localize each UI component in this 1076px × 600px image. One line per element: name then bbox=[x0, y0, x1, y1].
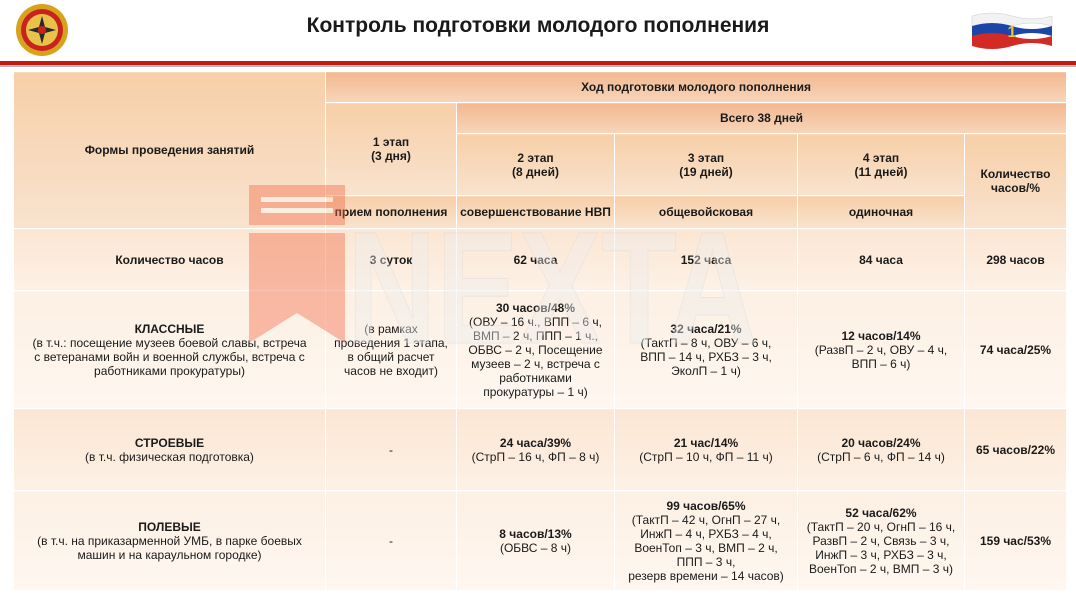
table-row bbox=[14, 291, 1067, 409]
cell-value: 21 час/14% (СтрП – 10 ч, ФП – 11 ч) bbox=[615, 409, 798, 491]
stage-1-type: прием пополнения bbox=[326, 196, 457, 229]
cell-value: (в рамках проведения 1 этапа, в общий расчет часов не входит) bbox=[326, 291, 457, 409]
cell-value: - bbox=[326, 491, 457, 591]
stage-4-type: одиночная bbox=[798, 196, 965, 229]
total-days-header: Всего 38 дней bbox=[457, 103, 1067, 134]
row-total: 74 часа/25% bbox=[965, 291, 1067, 409]
row-title: ПОЛЕВЫЕ bbox=[138, 519, 201, 534]
row-title-cell: ПОЛЕВЫЕ (в т.ч. на приказарменной УМБ, в парке боевых машин и на караульном городке) bbox=[14, 491, 326, 591]
cell-value: 20 часов/24% (СтрП – 6 ч, ФП – 14 ч) bbox=[798, 409, 965, 491]
row-title: СТРОЕВЫЕ bbox=[134, 435, 205, 450]
cell-value: 24 часа/39% (СтрП – 16 ч, ФП – 8 ч) bbox=[457, 409, 615, 491]
watermark-text: NEXTA bbox=[347, 198, 757, 358]
table-row bbox=[14, 409, 1067, 491]
corner-header: Формы проведения занятий bbox=[14, 72, 326, 229]
table-row bbox=[14, 229, 1067, 291]
cell-value: 52 часа/62% (ТактП – 20 ч, ОгнП – 16 ч, РазвП – 2 ч, Связь – 3 ч, ИнжП – 3 ч, РХБЗ – 3 ч, ВоенТоп – 2 ч, ВМП – 3 ч) bbox=[798, 491, 965, 591]
slide-header bbox=[0, 0, 1076, 62]
russian-flag-icon bbox=[968, 10, 1054, 50]
row-total: 298 часов bbox=[965, 229, 1067, 291]
cell-value: 152 часа bbox=[615, 229, 798, 291]
stage-3-type: общевойсковая bbox=[615, 196, 798, 229]
stage-3-header: 3 этап (19 дней) bbox=[615, 134, 798, 196]
cell-value: 32 часа/21% (ТактП – 8 ч, ОВУ – 6 ч, ВПП – 14 ч, РХБЗ – 3 ч, ЭколП – 1 ч) bbox=[615, 291, 798, 409]
row-total: 159 час/53% bbox=[965, 491, 1067, 591]
hours-column-header: Количество часов/% bbox=[965, 134, 1067, 229]
row-title: Количество часов bbox=[14, 229, 326, 291]
page-title: Контроль подготовки молодого пополнения bbox=[306, 14, 770, 37]
group-header: Ход подготовки молодого пополнения bbox=[326, 72, 1067, 103]
cell-value: 62 часа bbox=[457, 229, 615, 291]
header-rule-grey bbox=[0, 65, 1076, 67]
slide-number: 1 bbox=[1007, 24, 1017, 41]
cell-value: 30 часов/48% (ОВУ – 16 ч., ВПП – 6 ч, ВМП – 2 ч, ППП – 1 ч., ОБВС – 2 ч, Посещение музеев – 2 ч, встреча с работниками прокуратуры – 1 ч) bbox=[457, 291, 615, 409]
row-total: 65 часов/22% bbox=[965, 409, 1067, 491]
table-row bbox=[14, 491, 1067, 591]
cell-value: 12 часов/14% (РазвП – 2 ч, ОВУ – 4 ч, ВПП – 6 ч) bbox=[798, 291, 965, 409]
cell-value: 8 часов/13% (ОБВС – 8 ч) bbox=[457, 491, 615, 591]
stage-1-header: 1 этап (3 дня) bbox=[326, 103, 457, 196]
cell-value: 84 часа bbox=[798, 229, 965, 291]
cell-value: - bbox=[326, 409, 457, 491]
row-title: КЛАССНЫЕ bbox=[134, 321, 205, 336]
row-title-cell: СТРОЕВЫЕ (в т.ч. физическая подготовка) bbox=[14, 409, 326, 491]
stage-2-header: 2 этап (8 дней) bbox=[457, 134, 615, 196]
cell-value: 99 часов/65% (ТактП – 42 ч, ОгнП – 27 ч, ИнжП – 4 ч, РХБЗ – 4 ч, ВоенТоп – 3 ч, ВМП – 2 ч, ППП – 3 ч, резерв времени – 14 часов) bbox=[615, 491, 798, 591]
cell-value: 3 суток bbox=[326, 229, 457, 291]
row-title-cell: КЛАССНЫЕ (в т.ч.: посещение музеев боевой славы, встреча с ветеранами войн и военной службы, встреча с работниками прокуратуры) bbox=[14, 291, 326, 409]
training-table bbox=[13, 71, 1067, 591]
stage-4-header: 4 этап (11 дней) bbox=[798, 134, 965, 196]
stage-2-type: совершенствование НВП bbox=[457, 196, 615, 229]
